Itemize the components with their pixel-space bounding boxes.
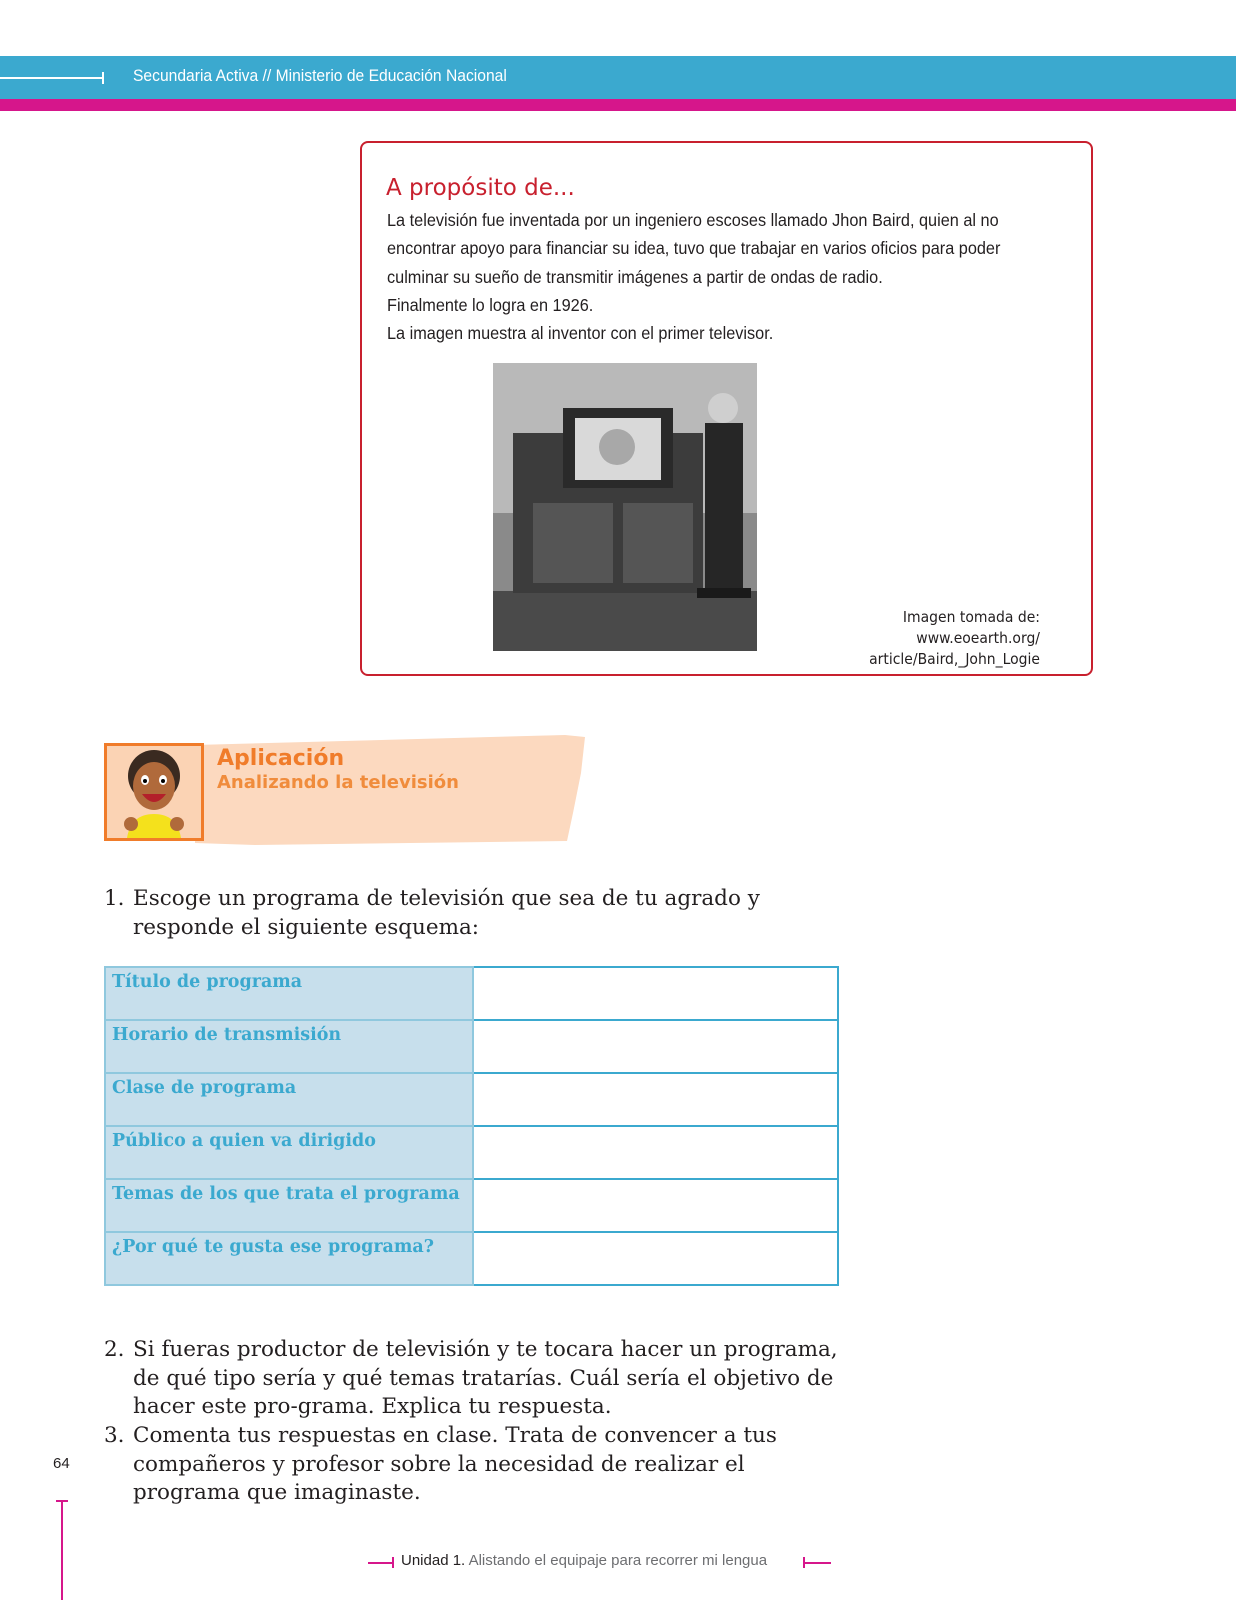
table-row xyxy=(105,1179,838,1232)
caption-line: Imagen tomada de: www.eoearth.org/ xyxy=(902,608,1040,647)
schema-table xyxy=(104,966,839,1286)
table-row-label: ¿Por qué te gusta ese programa? xyxy=(105,1232,473,1285)
question-2 xyxy=(104,1336,844,1422)
table-row xyxy=(105,1020,838,1073)
answer-cell[interactable] xyxy=(473,1073,838,1126)
question-text: Escoge un programa de televisión que sea de tu agrado y responde el siguiente esquema: xyxy=(133,886,760,940)
header-magenta-stripe xyxy=(0,99,1236,111)
header-rule xyxy=(0,77,104,79)
question-text: Si fueras productor de televisión y te tocara hacer un programa, de qué tipo sería y qué temas tratarías. Cuál sería el objetivo de hacer este pro-grama. Explica tu respuesta. xyxy=(133,1337,838,1419)
table-row xyxy=(105,1126,838,1179)
table-row xyxy=(105,967,838,1020)
table-row-label: Público a quien va dirigido xyxy=(105,1126,473,1179)
application-subtitle: Analizando la televisión xyxy=(217,772,459,793)
question-number: 2. xyxy=(104,1337,125,1362)
footer-rule-right xyxy=(803,1562,831,1564)
left-margin-rule-cap xyxy=(56,1500,68,1502)
answer-cell[interactable] xyxy=(473,1179,838,1232)
question-3 xyxy=(104,1422,844,1508)
footer-title: Alistando el equipaje para recorrer mi lengua xyxy=(468,1552,768,1569)
student-avatar-box xyxy=(104,743,204,841)
table-row-label: Temas de los que trata el programa xyxy=(105,1179,473,1232)
header-rule-cap xyxy=(102,72,104,84)
answer-cell[interactable] xyxy=(473,1232,838,1285)
info-heading: A propósito de... xyxy=(386,175,575,201)
footer-unit: Unidad 1. xyxy=(401,1552,466,1569)
page-number: 64 xyxy=(53,1455,70,1472)
footer-rule-right-cap xyxy=(803,1557,805,1568)
question-text: Comenta tus respuestas en clase. Trata de convencer a tus compañeros y profesor sobre la necesidad de realizar el programa que imaginaste. xyxy=(133,1423,777,1505)
table-row xyxy=(105,1232,838,1285)
table-row xyxy=(105,1073,838,1126)
question-1 xyxy=(104,885,844,942)
info-paragraph: La imagen muestra al inventor con el primer televisor. xyxy=(387,323,774,344)
info-paragraph: La televisión fue inventada por un ingeniero escoses llamado Jhon Baird, quien al no encontrar apoyo para financiar su idea, tuvo que trabajar en varios oficios para poder culminar su sueño de transmitir imágenes a partir de ondas de radio. xyxy=(387,210,1001,287)
table-row-label: Clase de programa xyxy=(105,1073,473,1126)
left-margin-rule xyxy=(61,1500,63,1600)
answer-cell[interactable] xyxy=(473,967,838,1020)
info-text xyxy=(387,206,1019,347)
student-avatar-icon xyxy=(107,746,201,838)
header-title: Secundaria Activa // Ministerio de Educación Nacional xyxy=(133,66,507,85)
caption-line: article/Baird,_John_Logie xyxy=(869,650,1040,668)
question-number: 1. xyxy=(104,886,125,911)
footer xyxy=(369,1552,767,1569)
baird-television-photo xyxy=(493,363,757,651)
image-caption xyxy=(781,607,1040,670)
answer-cell[interactable] xyxy=(473,1020,838,1073)
table-row-label: Título de programa xyxy=(105,967,473,1020)
info-paragraph: Finalmente lo logra en 1926. xyxy=(387,294,594,315)
table-row-label: Horario de transmisión xyxy=(105,1020,473,1073)
question-number: 3. xyxy=(104,1423,125,1448)
application-title: Aplicación xyxy=(217,746,345,771)
answer-cell[interactable] xyxy=(473,1126,838,1179)
